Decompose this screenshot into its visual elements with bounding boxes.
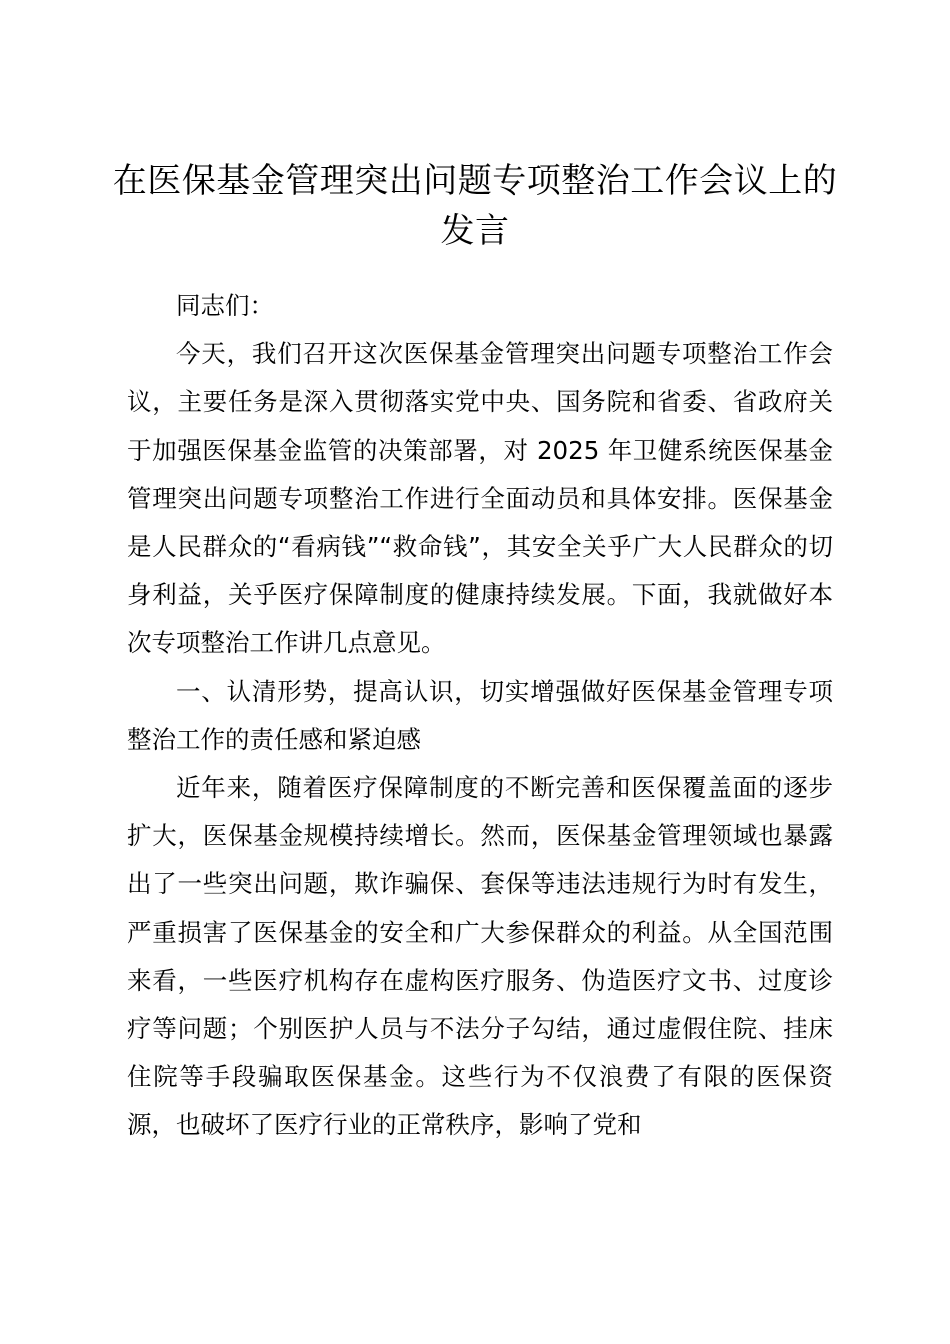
paragraph-intro: 今天，我们召开这次医保基金管理突出问题专项整治工作会议，主要任务是深入贯彻落实党中央、国务院和省委、省政府关于加强医保基金监管的决策部署，对 2025 年卫健系统医保基金管理突出问题专项整治工作进行全面动员和具体安排。医保基金是人民群众的“看病钱”“救命钱”，其安全关乎广大人民群众的切身利益，关乎医疗保障制度的健康持续发展。下面，我就做好本次专项整治工作讲几点意见。 [127, 339, 833, 658]
document-body [127, 282, 833, 1150]
paragraph-section-1: 近年来，随着医疗保障制度的不断完善和医保覆盖面的逐步扩大，医保基金规模持续增长。然而，医保基金管理领域也暴露出了一些突出问题，欺诈骗保、套保等违法违规行为时有发生，严重损害了医保基金的安全和广大参保群众的利益。从全国范围来看，一些医疗机构存在虚构医疗服务、伪造医疗文书、过度诊疗等问题；个别医护人员与不法分子勾结，通过虚假住院、挂床住院等手段骗取医保基金。这些行为不仅浪费了有限的医保资源，也破坏了医疗行业的正常秩序，影响了党和 [127, 773, 833, 1140]
document-title: 在医保基金管理突出问题专项整治工作会议上的发言 [112, 161, 838, 251]
section-heading-1: 一、认清形势，提高认识，切实增强做好医保基金管理专项整治工作的责任感和紧迫感 [127, 676, 833, 754]
salutation: 同志们： [176, 291, 274, 320]
